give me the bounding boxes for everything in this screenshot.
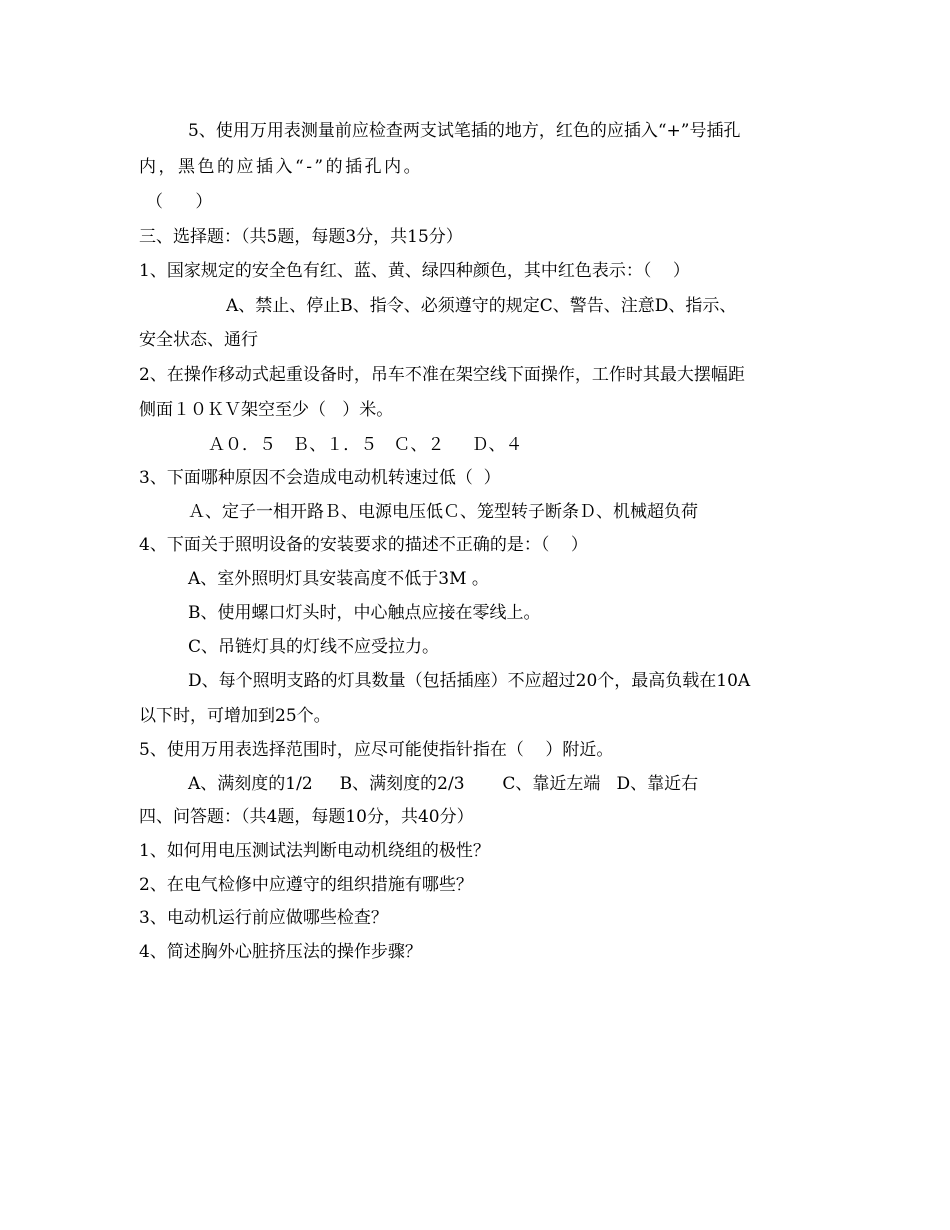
s4-q1: 1、如何用电压测试法判断电动机绕组的极性？ (139, 841, 490, 861)
section4-heading: 四、问答题：（共4题，每题10分，共40分） (139, 807, 474, 827)
s3-q3-stem: 3、下面哪种原因不会造成电动机转速过低（ ） (139, 468, 501, 488)
s3-q3-options: Ａ、定子一相开路Ｂ、电源电压低Ｃ、笼型转子断条Ｄ、机械超负荷 (188, 502, 698, 522)
section3-heading: 三、选择题：（共5题，每题3分，共15分） (139, 227, 463, 247)
s3-q1-stem: 1、国家规定的安全色有红、蓝、黄、绿四种颜色，其中红色表示：（ ） (139, 261, 690, 281)
judgement-q5-line1: 5、使用万用表测量前应检查两支试笔插的地方，红色的应插入“+”号插孔 (188, 121, 741, 141)
s4-q2: 2、在电气检修中应遵守的组织措施有哪些？ (139, 875, 473, 895)
judgement-q5-line2: 内，黑色的应插入“-”的插孔内。 (139, 157, 424, 177)
s3-q4-stem: 4、下面关于照明设备的安装要求的描述不正确的是：（ ） (139, 535, 588, 555)
s3-q1-options-line2: 安全状态、通行 (139, 330, 258, 350)
s4-q4: 4、简述胸外心脏挤压法的操作步骤？ (139, 942, 422, 962)
s3-q4-option-c: C、吊链灯具的灯线不应受拉力。 (188, 637, 440, 657)
s3-q4-option-a: A、室外照明灯具安装高度不低于3M 。 (188, 569, 489, 589)
s3-q5-stem: 5、使用万用表选择范围时，应尽可能使指针指在（ ）附近。 (139, 740, 614, 760)
judgement-q5-answer-blank: （ ） (146, 192, 213, 212)
s3-q2-stem-line1: 2、在操作移动式起重设备时，吊车不准在架空线下面操作，工作时其最大摆幅距 (139, 365, 745, 385)
s3-q5-options: A、满刻度的1/2 B、满刻度的2/3 C、靠近左端 D、靠近右 (188, 774, 699, 794)
s3-q4-option-d-line1: D、每个照明支路的灯具数量（包括插座）不应超过20个，最高负载在10A (188, 671, 751, 691)
s3-q2-options: Ａ０．５ Ｂ、１．５ Ｃ、２ Ｄ、４ (208, 435, 523, 455)
s3-q4-option-d-line2: 以下时，可增加到25个。 (139, 706, 331, 726)
s3-q4-option-b: B、使用螺口灯头时，中心触点应接在零线上。 (188, 603, 541, 623)
s3-q1-options-line1: A、禁止、停止B、指令、必须遵守的规定C、警告、注意D、指示、 (226, 296, 737, 316)
s3-q2-stem-line2: 侧面１０ＫＶ架空至少（ ）米。 (139, 400, 394, 420)
s4-q3: 3、电动机运行前应做哪些检查？ (139, 908, 388, 928)
